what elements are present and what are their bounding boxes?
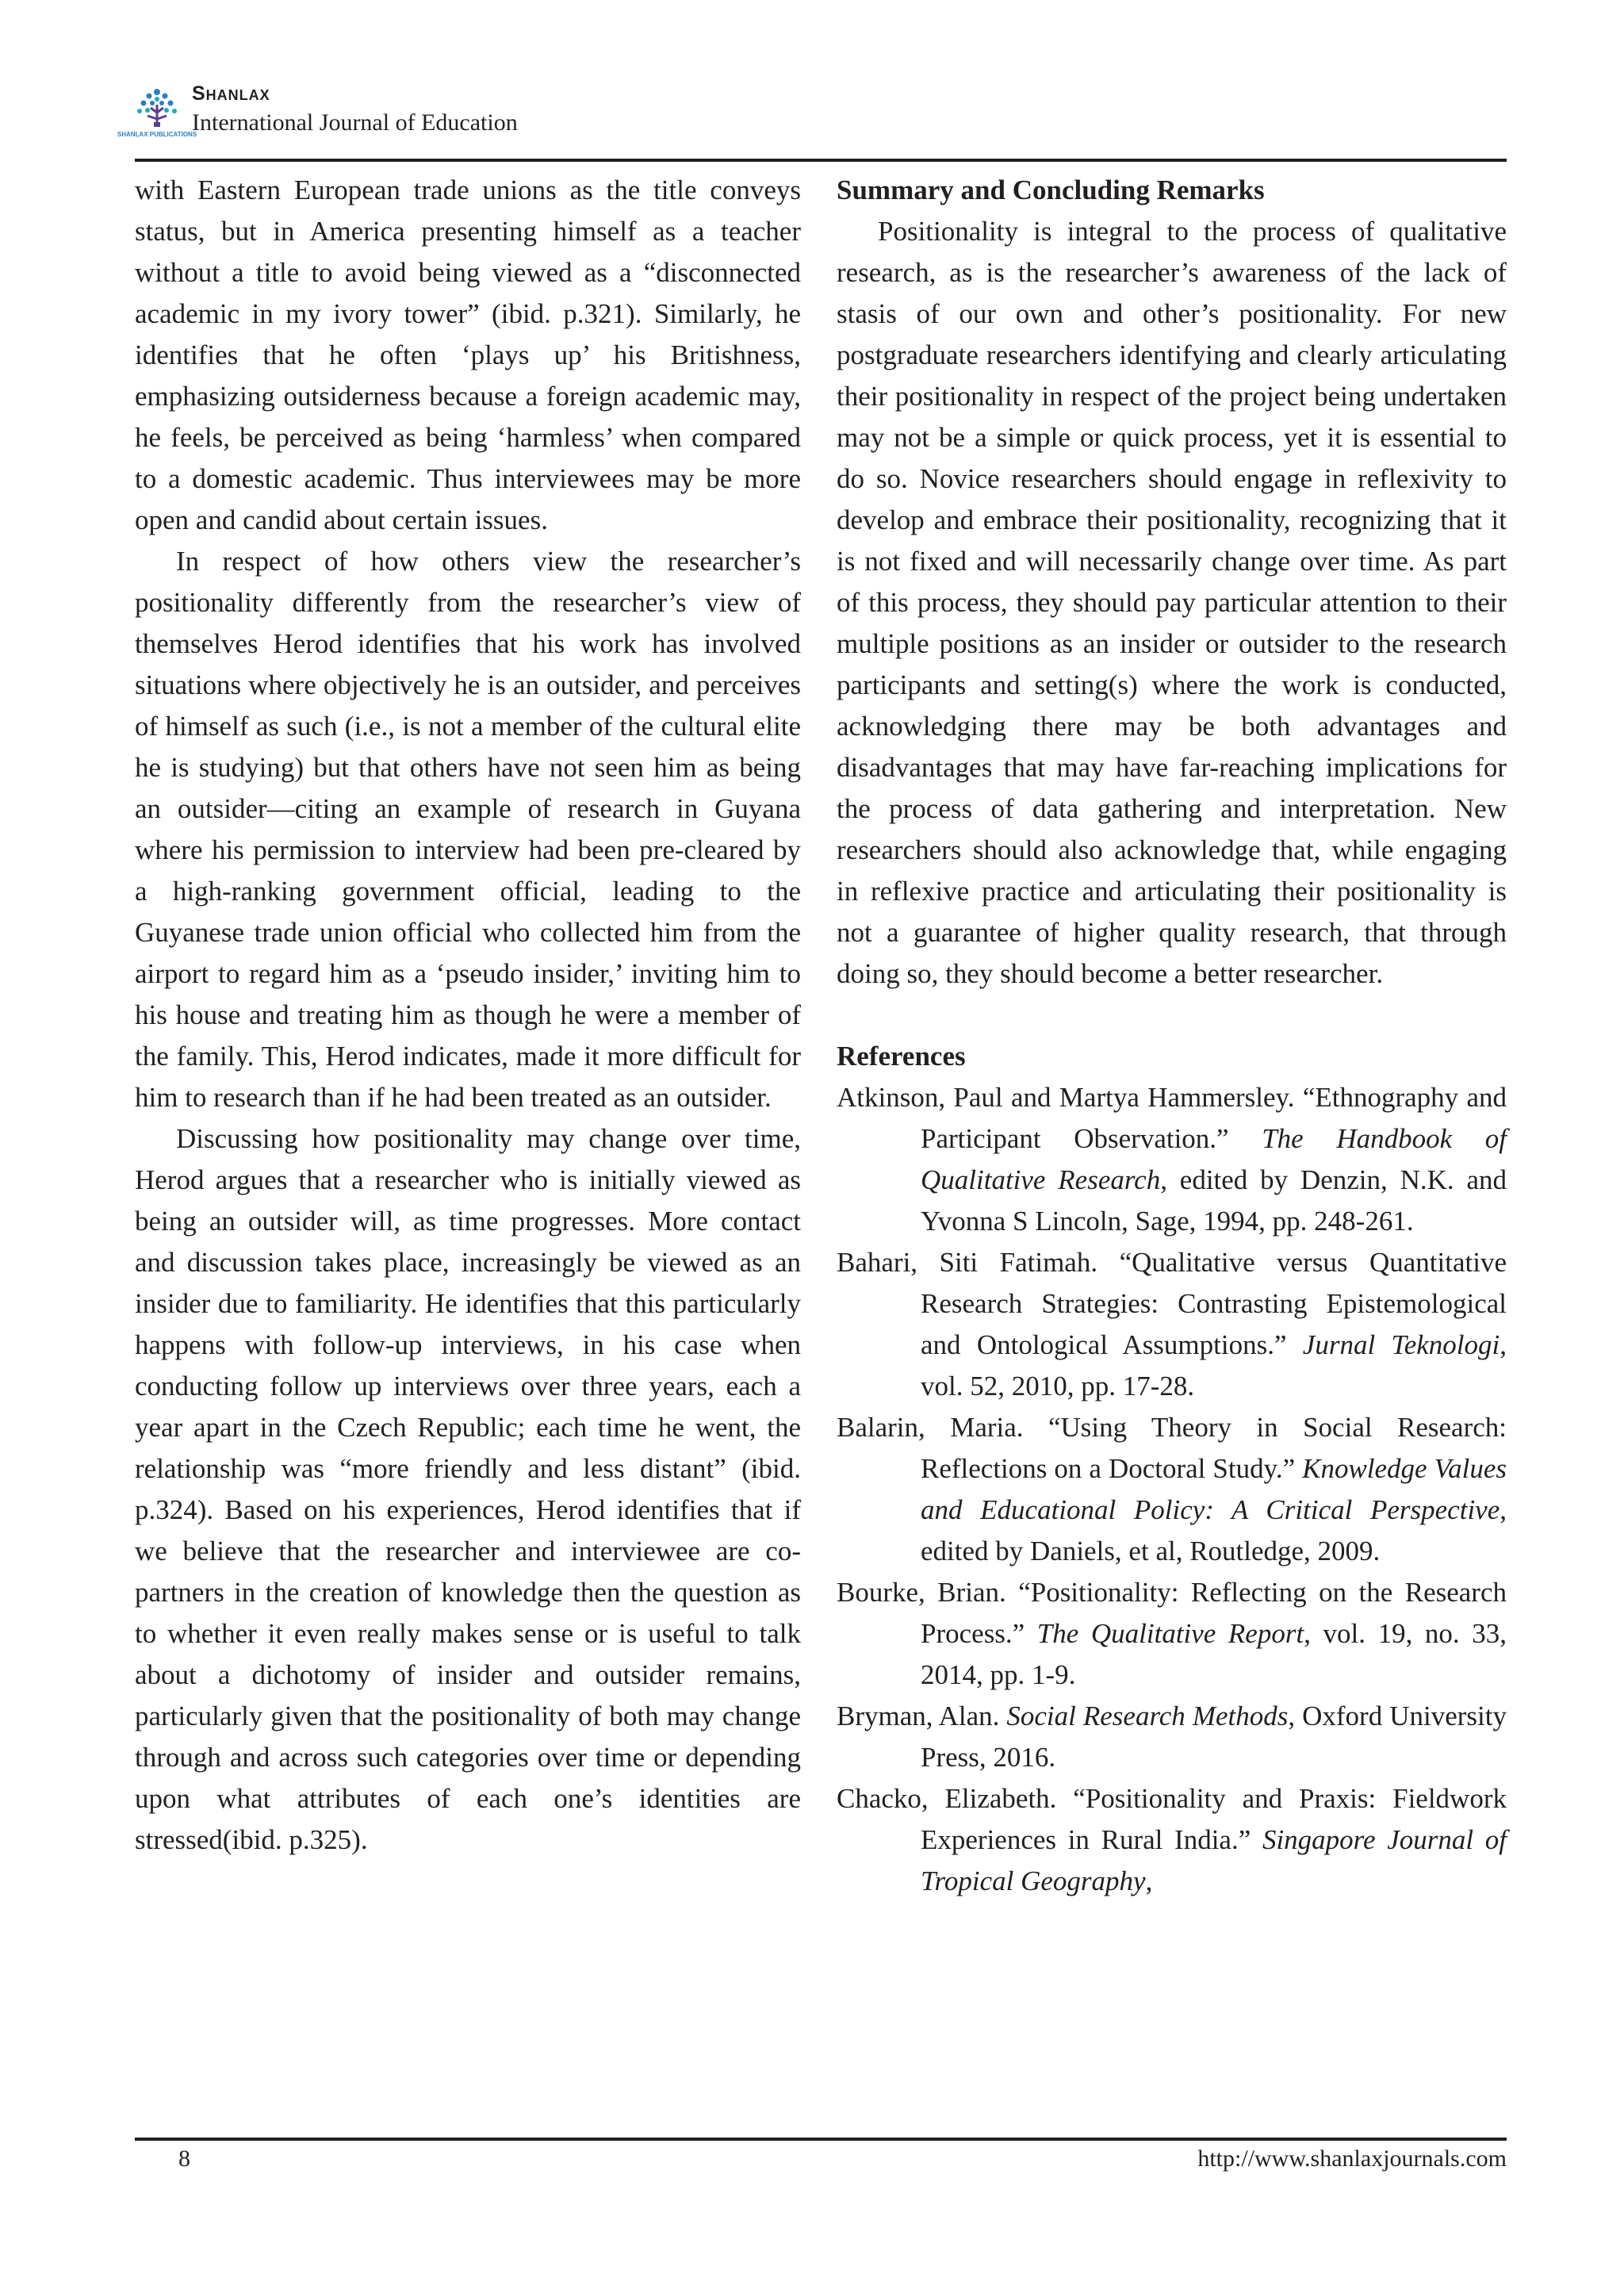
reference-text: ,	[1145, 1865, 1153, 1896]
reference-text: Atkinson, Paul and Martya Hammersley. “Ethnography and Participant Observation.”	[837, 1082, 1507, 1154]
reference-text: Balarin, Maria. “Using Theory in Social Research: Reflections on a Doctoral Study.”	[837, 1412, 1507, 1484]
section-gap	[837, 995, 1507, 1036]
journal-header	[117, 79, 1507, 159]
left-column	[135, 170, 801, 1861]
reference-entry	[837, 1778, 1507, 1902]
references-heading: References	[837, 1041, 966, 1072]
journal-url-link[interactable]: http://www.shanlaxjournals.com	[1197, 2145, 1507, 2172]
reference-text: Bahari, Siti Fatimah. “Qualitative versus Quantitative Research Strategies: Contrasting Epistemological and Ontological Assumptions.”	[837, 1247, 1507, 1360]
reference-entry	[837, 1696, 1507, 1778]
reference-source-title: Knowledge Values and Educational Policy: A Critical Perspective	[921, 1453, 1507, 1525]
journal-title: International Journal of Education	[192, 109, 518, 136]
shanlax-tree-logo-icon	[117, 84, 197, 148]
reference-text: , vol. 19, no. 33, 2014, pp. 1-9.	[921, 1618, 1507, 1690]
page-number: 8	[178, 2145, 190, 2172]
header-rule	[135, 159, 1507, 162]
body-paragraph: with Eastern European trade unions as the title conveys status, but in America presenting himself as a teacher without a title to avoid being viewed as a “disconnected academic in my ivory tower” (ibid. p.321). Similarly, he identifies that he often ‘plays up’ his Britishness, emphasizing outsiderness because a foreign academic may, he feels, be perceived as being ‘harmless’ when compared to a domestic academic. Thus interviewees may be more open and candid about certain issues.	[135, 174, 801, 535]
reference-text: , Oxford University Press, 2016.	[921, 1701, 1507, 1773]
reference-entry	[837, 1077, 1507, 1242]
reference-entry	[837, 1242, 1507, 1407]
reference-source-title: The Handbook of Qualitative Research	[921, 1123, 1507, 1195]
right-column	[837, 170, 1507, 1902]
footer-rule	[135, 2138, 1507, 2141]
reference-text: Bryman, Alan.	[837, 1701, 1007, 1731]
reference-text: Bourke, Brian. “Positionality: Reflecting on the Research Process.”	[837, 1577, 1507, 1649]
reference-source-title: Social Research Methods	[1006, 1701, 1289, 1731]
reference-entry	[837, 1572, 1507, 1696]
summary-paragraph: Positionality is integral to the process of qualitative research, as is the researcher’s awareness of the lack of stasis of our own and other’s positionality. For new postgraduate researchers identifying and clearly articulating their positionality in respect of the project being undertaken may not be a simple or quick process, yet it is essential to do so. Novice researchers should engage in reflexivity to develop and embrace their positionality, recognizing that it is not fixed and will necessarily change over time. As part of this process, they should pay particular attention to their multiple positions as an insider or outsider to the research participants and setting(s) where the work is conducted, acknowledging there may be both advantages and disadvantages that may have far-reaching implications for the process of data gathering and interpretation. New researchers should also acknowledge that, while engaging in reflexive practice and articulating their positionality is not a guarantee of higher quality research, that through doing so, they should become a better researcher.	[837, 216, 1507, 989]
reference-text: , edited by Daniels, et al, Routledge, 2009.	[921, 1494, 1507, 1566]
body-paragraph: In respect of how others view the researcher’s positionality differently from the researcher’s view of themselves Herod identifies that his work has involved situations where objectively he is an outsider, and perceives of himself as such (i.e., is not a member of the cultural elite he is studying) but that others have not seen him as being an outsider—citing an example of research in Guyana where his permission to interview had been pre-cleared by a high-ranking government official, leading to the Guyanese trade union official who collected him from the airport to regard him as a ‘pseudo insider,’ inviting him to his house and treating him as though he were a member of the family. This, Herod indicates, made it more difficult for him to research than if he had been treated as an outsider.	[135, 546, 801, 1113]
reference-source-title: Singapore Journal of Tropical Geography	[921, 1824, 1507, 1896]
summary-heading: Summary and Concluding Remarks	[837, 174, 1265, 205]
reference-text: , vol. 52, 2010, pp. 17-28.	[921, 1329, 1507, 1401]
reference-text: , edited by Denzin, N.K. and Yvonna S Lincoln, Sage, 1994, pp. 248-261.	[921, 1164, 1507, 1237]
reference-source-title: Jurnal Teknologi	[1302, 1329, 1500, 1360]
reference-source-title: The Qualitative Report	[1036, 1618, 1304, 1649]
publisher-brand: Shanlax	[192, 82, 270, 105]
logo-wordmark: SHANLAX PUBLICATIONS	[117, 131, 197, 138]
reference-text: Chacko, Elizabeth. “Positionality and Praxis: Fieldwork Experiences in Rural India.”	[837, 1783, 1507, 1855]
body-paragraph: Discussing how positionality may change over time, Herod argues that a researcher who is initially viewed as being an outsider will, as time progresses. More contact and discussion takes place, increasingly be viewed as an insider due to familiarity. He identifies that this particularly happens with follow-up interviews, in his case when conducting follow up interviews over three years, each a year apart in the Czech Republic; each time he went, the relationship was “more friendly and less distant” (ibid. p.324). Based on his experiences, Herod identifies that if we believe that the researcher and interviewee are co-partners in the creation of knowledge then the question as to whether it even really makes sense or is useful to talk about a dichotomy of insider and outsider remains, particularly given that the positionality of both may change through and across such categories over time or depending upon what attributes of each one’s identities are stressed(ibid. p.325).	[135, 1123, 801, 1855]
reference-entry	[837, 1407, 1507, 1572]
